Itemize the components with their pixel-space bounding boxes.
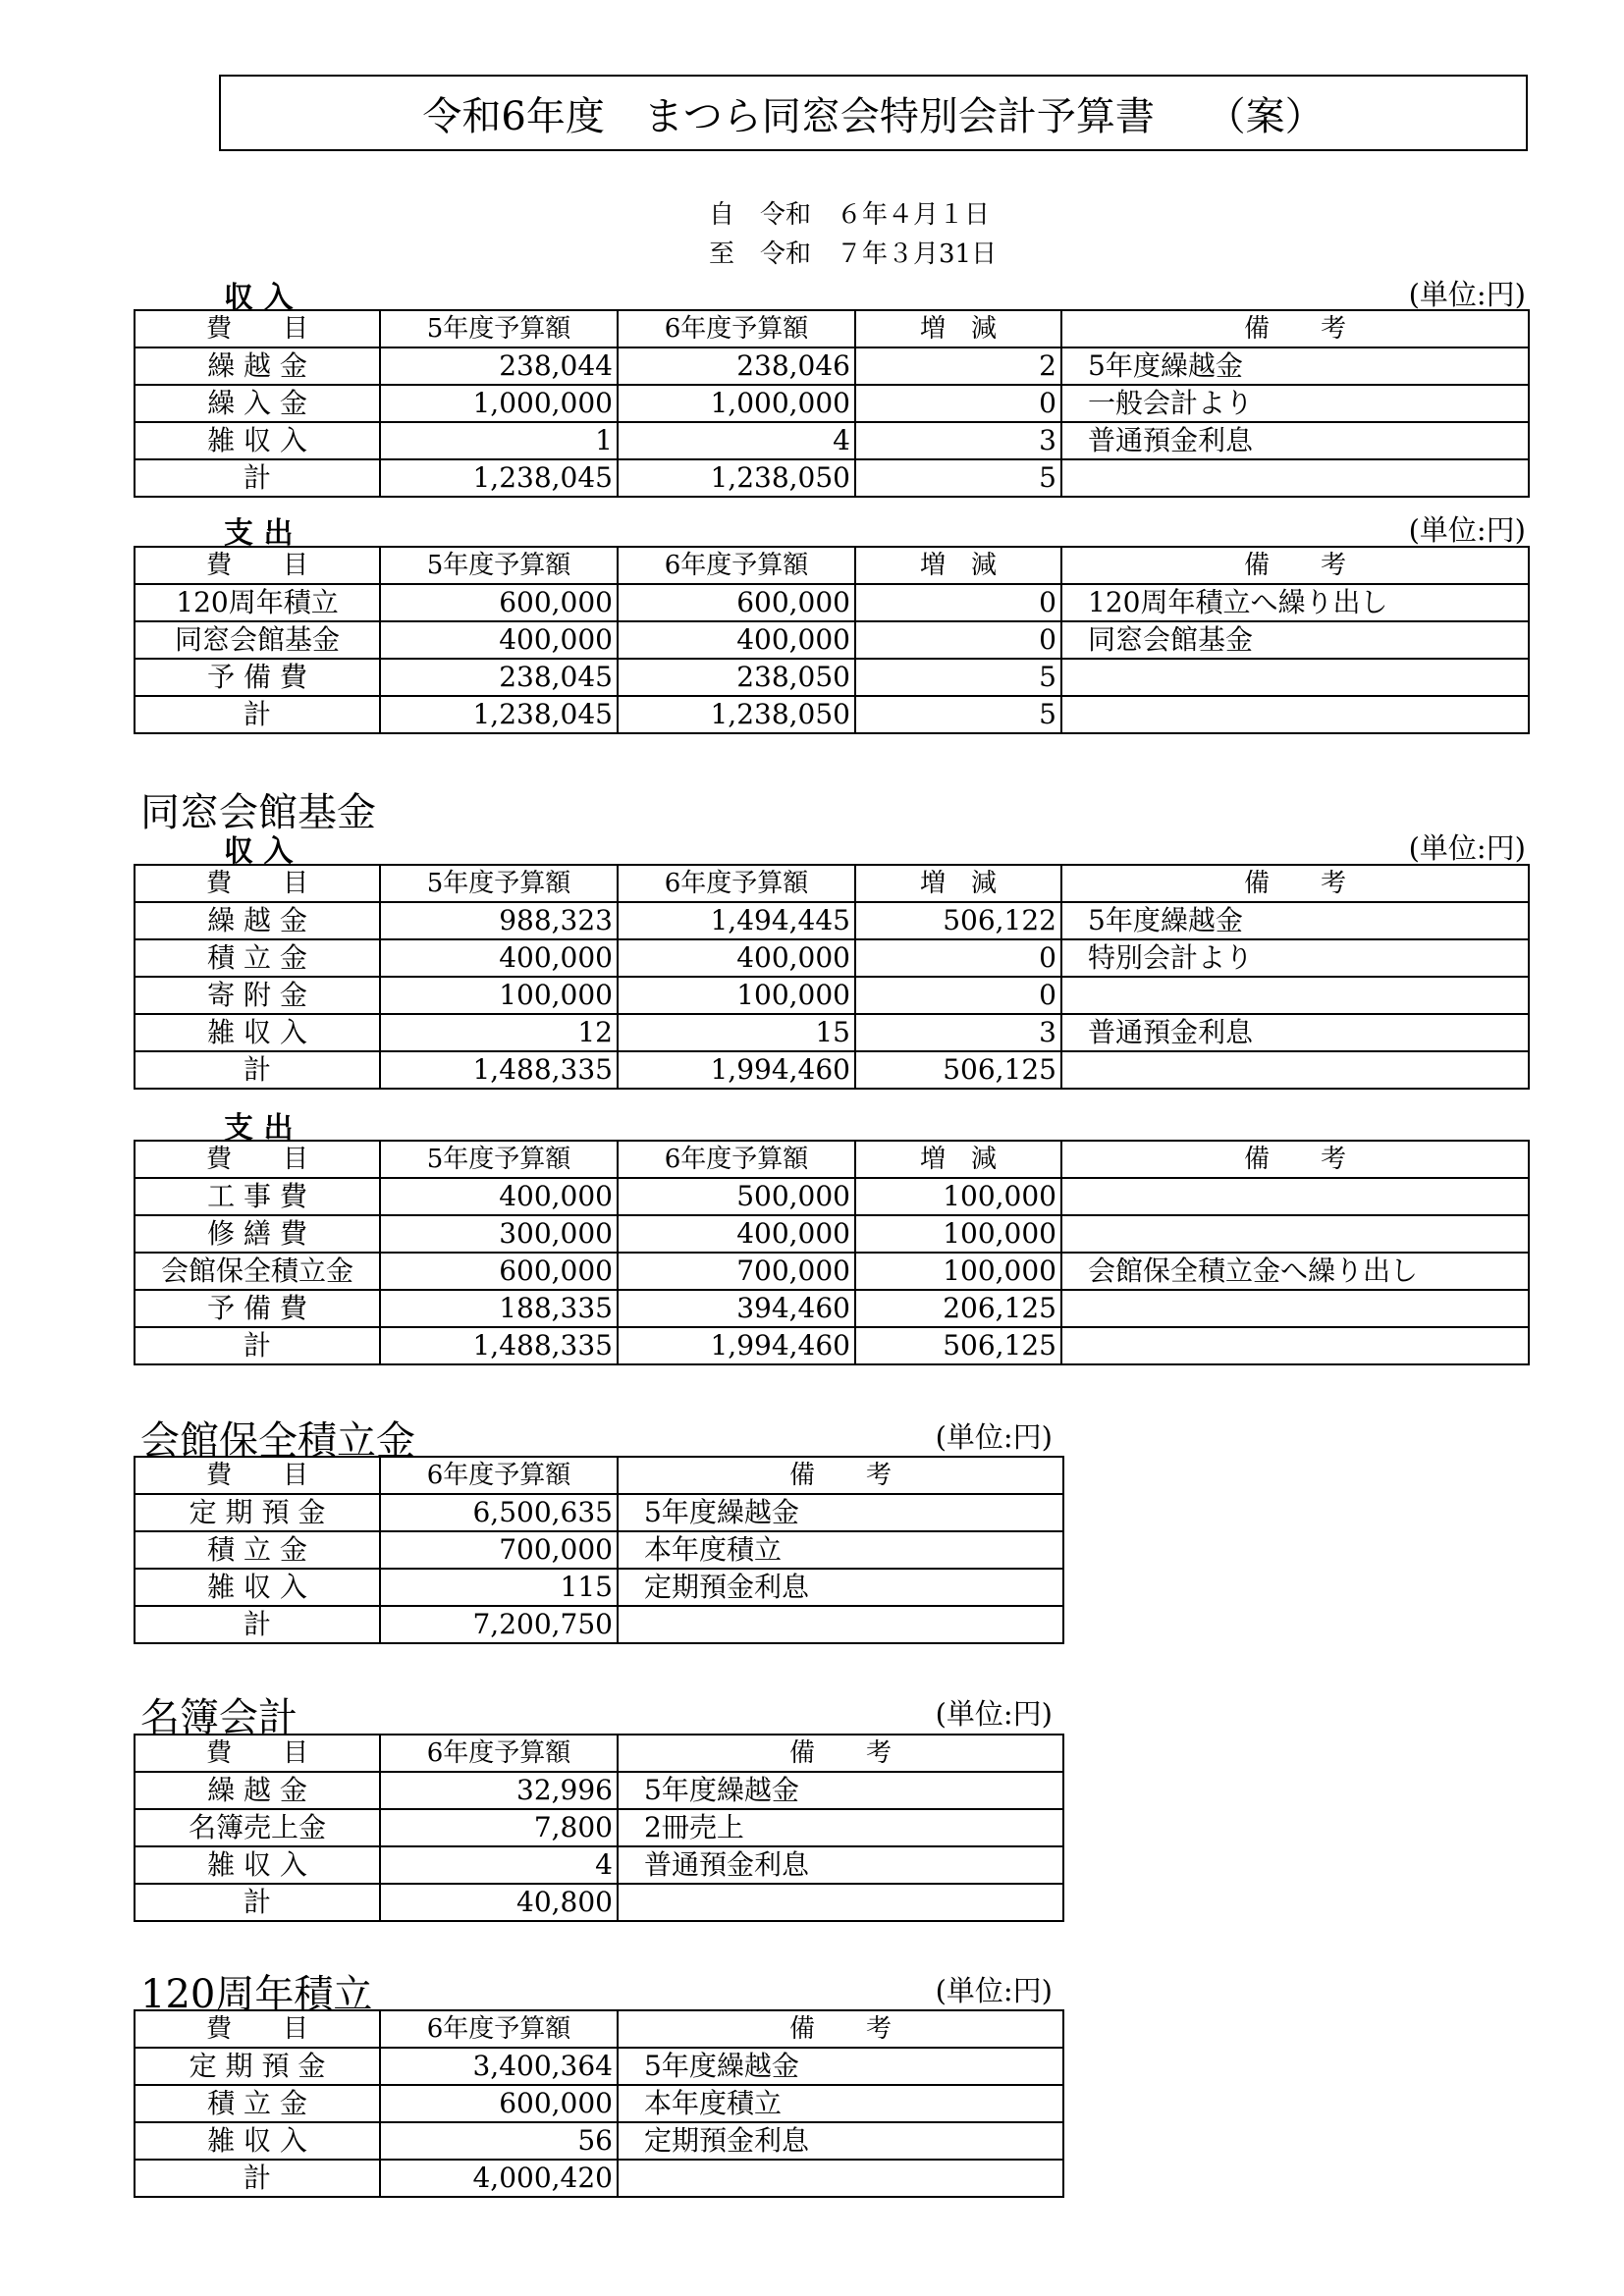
column-header: 備 考	[1061, 547, 1529, 584]
column-header: 備 考	[618, 2010, 1063, 2048]
table-cell: 100,000	[855, 1253, 1061, 1290]
column-header: 5年度予算額	[380, 865, 618, 902]
page-title: 令和6年度 まつら同窓会特別会計予算書 （案）	[219, 75, 1528, 151]
table-cell: 0	[855, 939, 1061, 977]
table-cell	[1061, 1178, 1529, 1215]
table-cell: 5年度繰越金	[618, 1772, 1063, 1809]
table-cell: 予 備 費	[135, 659, 380, 696]
table-cell: 394,460	[618, 1290, 855, 1327]
column-header: 6年度予算額	[618, 547, 855, 584]
table-cell: 32,996	[380, 1772, 618, 1809]
table-cell: 40,800	[380, 1884, 618, 1921]
table-cell: 1,488,335	[380, 1051, 618, 1089]
table-cell: 1,994,460	[618, 1327, 855, 1364]
table-header-row	[135, 310, 1529, 347]
table-row	[135, 422, 1529, 459]
table-cell: 名簿売上金	[135, 1809, 380, 1846]
column-header: 5年度予算額	[380, 310, 618, 347]
table-row	[135, 2085, 1063, 2122]
table-cell: 3	[855, 1014, 1061, 1051]
table-cell: 238,046	[618, 347, 855, 385]
table-row	[135, 1327, 1529, 1364]
table-cell: 雑 収 入	[135, 2122, 380, 2160]
table-cell: 12	[380, 1014, 618, 1051]
table-row	[135, 1809, 1063, 1846]
table-cell: 100,000	[855, 1178, 1061, 1215]
table-row	[135, 347, 1529, 385]
table-cell	[1061, 659, 1529, 696]
table-cell: 繰 入 金	[135, 385, 380, 422]
column-header: 備 考	[618, 1457, 1063, 1494]
table-cell: 計	[135, 1884, 380, 1921]
hall-fund-income-table	[134, 864, 1530, 1090]
table-cell: 会館保全積立金へ繰り出し	[1061, 1253, 1529, 1290]
column-header: 費 目	[135, 547, 380, 584]
table-cell: 4	[618, 422, 855, 459]
unit-label: (単位:円)	[1408, 831, 1526, 865]
table-cell: 120周年積立へ繰り出し	[1061, 584, 1529, 621]
table-row	[135, 459, 1529, 497]
column-header: 費 目	[135, 1735, 380, 1772]
table-cell: 3	[855, 422, 1061, 459]
table-cell: 5	[855, 459, 1061, 497]
table-cell: 普通預金利息	[1061, 422, 1529, 459]
table-cell: 206,125	[855, 1290, 1061, 1327]
table-cell: 506,125	[855, 1327, 1061, 1364]
period-to: 至 令和 ７年３月31日	[709, 240, 998, 269]
table-cell	[1061, 1290, 1529, 1327]
hall-fund-income-label: 収 入	[224, 834, 294, 869]
table-cell: 700,000	[618, 1253, 855, 1290]
table-cell: 計	[135, 696, 380, 733]
table-cell: 100,000	[618, 977, 855, 1014]
hall-fund-expense-table	[134, 1140, 1530, 1365]
table-cell: 500,000	[618, 1178, 855, 1215]
maintenance-heading: 会館保全積立金	[140, 1418, 415, 1464]
table-cell: 4,000,420	[380, 2160, 618, 2197]
column-header: 費 目	[135, 865, 380, 902]
table-cell: 600,000	[380, 584, 618, 621]
table-row	[135, 1531, 1063, 1569]
table-row	[135, 696, 1529, 733]
table-cell: 5年度繰越金	[1061, 347, 1529, 385]
unit-label: (単位:円)	[1408, 513, 1526, 547]
table-cell: 寄 附 金	[135, 977, 380, 1014]
unit-label: (単位:円)	[935, 1420, 1053, 1454]
table-cell: 2	[855, 347, 1061, 385]
table-row	[135, 1253, 1529, 1290]
table-cell: 計	[135, 1051, 380, 1089]
table-cell	[1061, 1215, 1529, 1253]
table-cell: 300,000	[380, 1215, 618, 1253]
table-cell: 特別会計より	[1061, 939, 1529, 977]
table-cell: 1,000,000	[618, 385, 855, 422]
table-row	[135, 621, 1529, 659]
table-cell: 238,050	[618, 659, 855, 696]
table-row	[135, 2122, 1063, 2160]
table-cell: 5年度繰越金	[618, 2048, 1063, 2085]
table-cell	[1061, 1327, 1529, 1364]
table-cell: 同窓会館基金	[135, 621, 380, 659]
table-cell: 一般会計より	[1061, 385, 1529, 422]
table-cell: 7,200,750	[380, 1606, 618, 1643]
column-header: 6年度予算額	[380, 1735, 618, 1772]
table-row	[135, 1884, 1063, 1921]
table-cell: 計	[135, 1606, 380, 1643]
table-row	[135, 2048, 1063, 2085]
table-cell: 1,000,000	[380, 385, 618, 422]
column-header: 5年度予算額	[380, 1141, 618, 1178]
table-cell: 115	[380, 1569, 618, 1606]
column-header: 増 減	[855, 547, 1061, 584]
table-cell: 988,323	[380, 902, 618, 939]
table-cell: 同窓会館基金	[1061, 621, 1529, 659]
table-cell: 0	[855, 621, 1061, 659]
table-cell: 5	[855, 696, 1061, 733]
table-cell: 普通預金利息	[618, 1846, 1063, 1884]
table-row	[135, 2160, 1063, 2197]
table-row	[135, 385, 1529, 422]
column-header: 費 目	[135, 310, 380, 347]
table-header-row	[135, 2010, 1063, 2048]
table-cell: 6,500,635	[380, 1494, 618, 1531]
table-cell: 会館保全積立金	[135, 1253, 380, 1290]
table-cell	[618, 2160, 1063, 2197]
column-header: 増 減	[855, 865, 1061, 902]
table-cell: 5年度繰越金	[618, 1494, 1063, 1531]
column-header: 備 考	[1061, 310, 1529, 347]
table-cell: 工 事 費	[135, 1178, 380, 1215]
column-header: 備 考	[618, 1735, 1063, 1772]
table-cell: 1,494,445	[618, 902, 855, 939]
column-header: 費 目	[135, 1457, 380, 1494]
table-cell: 繰 越 金	[135, 1772, 380, 1809]
table-cell: 積 立 金	[135, 939, 380, 977]
column-header: 6年度予算額	[618, 1141, 855, 1178]
table-cell: 定期預金利息	[618, 1569, 1063, 1606]
table-cell: 188,335	[380, 1290, 618, 1327]
table-cell: 238,044	[380, 347, 618, 385]
table-row	[135, 977, 1529, 1014]
special-income-label: 収 入	[224, 281, 294, 315]
unit-label: (単位:円)	[935, 1974, 1053, 2007]
maintenance-table	[134, 1456, 1064, 1644]
period-from: 自 令和 ６年４月１日	[709, 200, 991, 230]
column-header: 費 目	[135, 1141, 380, 1178]
table-row	[135, 939, 1529, 977]
table-cell: 3,400,364	[380, 2048, 618, 2085]
table-cell: 400,000	[618, 621, 855, 659]
column-header: 6年度予算額	[380, 2010, 618, 2048]
special-income-table	[134, 309, 1530, 498]
table-cell: 0	[855, 385, 1061, 422]
special-expense-label: 支 出	[224, 516, 294, 551]
table-cell	[1061, 977, 1529, 1014]
anniversary-table	[134, 2009, 1064, 2198]
table-cell: 本年度積立	[618, 2085, 1063, 2122]
table-row	[135, 1569, 1063, 1606]
table-row	[135, 1494, 1063, 1531]
table-cell: 1,238,050	[618, 696, 855, 733]
table-cell: 4	[380, 1846, 618, 1884]
table-cell	[1061, 459, 1529, 497]
table-cell: 600,000	[380, 2085, 618, 2122]
table-cell: 0	[855, 977, 1061, 1014]
table-cell: 600,000	[380, 1253, 618, 1290]
hall-fund-heading: 同窓会館基金	[140, 790, 376, 835]
table-cell: 100,000	[380, 977, 618, 1014]
table-cell	[618, 1606, 1063, 1643]
column-header: 増 減	[855, 1141, 1061, 1178]
column-header: 5年度予算額	[380, 547, 618, 584]
unit-label: (単位:円)	[1408, 278, 1526, 311]
hall-fund-expense-label: 支 出	[224, 1111, 294, 1146]
table-cell: 計	[135, 2160, 380, 2197]
column-header: 備 考	[1061, 1141, 1529, 1178]
table-cell: 700,000	[380, 1531, 618, 1569]
table-cell: 400,000	[380, 1178, 618, 1215]
anniversary-heading: 120周年積立	[140, 1972, 373, 2017]
table-cell: 400,000	[618, 939, 855, 977]
directory-table	[134, 1734, 1064, 1922]
table-row	[135, 1014, 1529, 1051]
table-cell	[1061, 1051, 1529, 1089]
table-cell: 1	[380, 422, 618, 459]
table-cell: 雑 収 入	[135, 1569, 380, 1606]
table-cell: 400,000	[618, 1215, 855, 1253]
table-row	[135, 1290, 1529, 1327]
table-cell: 1,238,050	[618, 459, 855, 497]
table-cell: 積 立 金	[135, 1531, 380, 1569]
table-cell: 56	[380, 2122, 618, 2160]
table-cell: 5	[855, 659, 1061, 696]
table-row	[135, 1178, 1529, 1215]
column-header: 費 目	[135, 2010, 380, 2048]
table-cell: 繰 越 金	[135, 902, 380, 939]
table-header-row	[135, 547, 1529, 584]
table-cell	[1061, 696, 1529, 733]
table-cell: 積 立 金	[135, 2085, 380, 2122]
table-cell: 1,238,045	[380, 459, 618, 497]
column-header: 増 減	[855, 310, 1061, 347]
table-row	[135, 1051, 1529, 1089]
table-cell: 100,000	[855, 1215, 1061, 1253]
table-cell: 15	[618, 1014, 855, 1051]
column-header: 6年度予算額	[618, 865, 855, 902]
column-header: 6年度予算額	[380, 1457, 618, 1494]
special-expense-table	[134, 546, 1530, 734]
table-cell: 修 繕 費	[135, 1215, 380, 1253]
table-header-row	[135, 1141, 1529, 1178]
table-cell: 2冊売上	[618, 1809, 1063, 1846]
table-row	[135, 659, 1529, 696]
table-cell: 400,000	[380, 939, 618, 977]
table-cell: 雑 収 入	[135, 1014, 380, 1051]
table-header-row	[135, 1457, 1063, 1494]
table-cell: 5年度繰越金	[1061, 902, 1529, 939]
table-cell: 定期預金利息	[618, 2122, 1063, 2160]
table-row	[135, 584, 1529, 621]
table-cell: 600,000	[618, 584, 855, 621]
table-row	[135, 1772, 1063, 1809]
directory-heading: 名簿会計	[140, 1695, 298, 1740]
table-row	[135, 902, 1529, 939]
table-cell: 予 備 費	[135, 1290, 380, 1327]
table-header-row	[135, 1735, 1063, 1772]
table-cell: 120周年積立	[135, 584, 380, 621]
table-cell: 計	[135, 1327, 380, 1364]
column-header: 6年度予算額	[618, 310, 855, 347]
table-cell: 定 期 預 金	[135, 2048, 380, 2085]
table-header-row	[135, 865, 1529, 902]
table-cell: 雑 収 入	[135, 422, 380, 459]
table-row	[135, 1606, 1063, 1643]
table-cell: 7,800	[380, 1809, 618, 1846]
table-cell: 定 期 預 金	[135, 1494, 380, 1531]
table-cell: 繰 越 金	[135, 347, 380, 385]
table-cell: 400,000	[380, 621, 618, 659]
table-cell: 普通預金利息	[1061, 1014, 1529, 1051]
table-cell	[618, 1884, 1063, 1921]
unit-label: (単位:円)	[935, 1697, 1053, 1731]
table-cell: 1,994,460	[618, 1051, 855, 1089]
table-cell: 506,122	[855, 902, 1061, 939]
table-cell: 0	[855, 584, 1061, 621]
table-cell: 506,125	[855, 1051, 1061, 1089]
table-cell: 1,488,335	[380, 1327, 618, 1364]
table-cell: 238,045	[380, 659, 618, 696]
table-cell: 雑 収 入	[135, 1846, 380, 1884]
table-cell: 1,238,045	[380, 696, 618, 733]
table-cell: 本年度積立	[618, 1531, 1063, 1569]
column-header: 備 考	[1061, 865, 1529, 902]
table-row	[135, 1215, 1529, 1253]
table-cell: 計	[135, 459, 380, 497]
table-row	[135, 1846, 1063, 1884]
